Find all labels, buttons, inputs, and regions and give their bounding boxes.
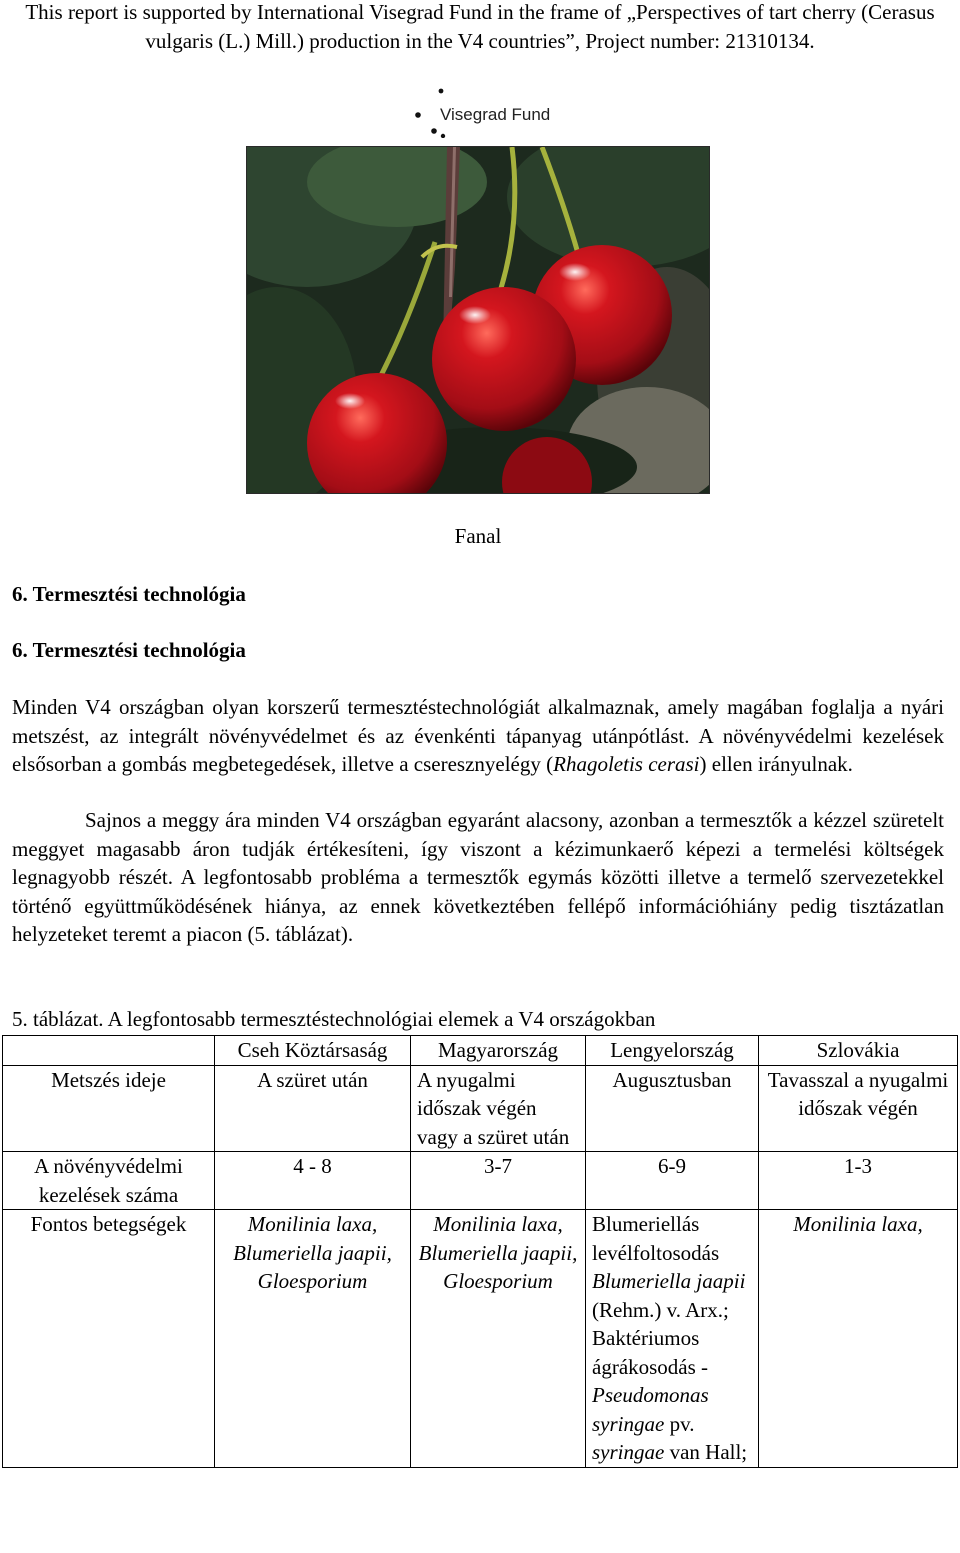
disease-text: Blumeriellás levélfoltosodás <box>592 1212 720 1265</box>
table-cell: A szüret után <box>215 1065 411 1152</box>
table-row <box>3 1065 958 1152</box>
table-cell: Tavasszal a nyugalmi időszak végén <box>759 1065 958 1152</box>
table-row <box>3 1210 958 1468</box>
table-cell <box>759 1210 958 1468</box>
disease-species: Blumeriella jaapii <box>592 1269 746 1293</box>
disease-list: Monilinia laxa, Blumeriella jaapii, Gloesporium <box>233 1212 392 1293</box>
table-title: 5. táblázat. A legfontosabb termesztéstechnológiai elemek a V4 országokban <box>12 1007 656 1031</box>
disease-species: Pseudomonas syringae <box>592 1383 709 1436</box>
logo-text: Visegrad Fund <box>440 105 551 124</box>
table-cell: 4 - 8 <box>215 1152 411 1210</box>
species-name: Rhagoletis cerasi <box>553 752 700 776</box>
table-cell: 6-9 <box>586 1152 759 1210</box>
disease-text: (Rehm.) v. Arx.; Baktériumos ágrákosodás - <box>592 1297 729 1379</box>
disease-list: Monilinia laxa, <box>793 1212 923 1236</box>
disease-list: Monilinia laxa, Blumeriella jaapii, Gloesporium <box>418 1212 578 1293</box>
table-header-cell: Cseh Köztársaság <box>215 1036 411 1066</box>
table-cell <box>411 1210 586 1468</box>
report-header: This report is supported by International Visegrad Fund in the frame of „Perspectives of tart cherry (Cerasus vulgaris (L.) Mill.) production in the V4 countries”, Project number: 21310134. <box>25 0 935 53</box>
table-row <box>3 1152 958 1210</box>
table-header-cell <box>3 1036 215 1066</box>
disease-text: van Hall; <box>664 1440 748 1464</box>
section-heading-repeat: 6. Termesztési technológia <box>12 638 246 662</box>
row-label: Fontos betegségek <box>3 1210 215 1468</box>
cherry-photo <box>246 146 710 494</box>
visegrad-fund-logo <box>410 86 560 138</box>
section-heading: 6. Termesztési technológia <box>12 582 246 606</box>
table-cell <box>586 1210 759 1468</box>
table-header-cell: Lengyelország <box>586 1036 759 1066</box>
table-header-cell: Szlovákia <box>759 1036 958 1066</box>
paragraph-2: Sajnos a meggy ára minden V4 országban egyaránt alacsony, azonban a termesztők a kézzel szüretelt meggyet magasabb áron tudják értékesíteni, így viszont a kézimunkaerő képezi a termelési költségek legnagyobb részét. A legfontosabb probléma a termesztők egymás közötti illetve a termelő szervezetekkel történő együttműködésének hiánya, az ennek következtében fellépő információhiány pedig tisztázatlan helyzeteket teremt a piacon (5. táblázat). <box>12 808 944 946</box>
row-label: A növényvédelmi kezelések száma <box>3 1152 215 1210</box>
table-cell <box>215 1210 411 1468</box>
paragraph-1-text-end: ) ellen irányulnak. <box>699 752 853 776</box>
paragraph-1 <box>12 693 944 779</box>
technology-table <box>2 1035 958 1468</box>
table-header-row <box>3 1036 958 1066</box>
photo-caption: Fanal <box>454 524 502 548</box>
paragraph-1-text: Minden V4 országban olyan korszerű termesztéstechnológiát alkalmaznak, amely magában foglalja a nyári metszést, az integrált növényvédelmet és az évenkénti tápanyag utánpótlást. A növényvédelmi kezelések elsősorban a gombás megbetegedések, illetve a cseresznyelégy ( <box>12 695 944 776</box>
table-cell: 3-7 <box>411 1152 586 1210</box>
row-label: Metszés ideje <box>3 1065 215 1152</box>
table-cell: Augusztusban <box>586 1065 759 1152</box>
disease-species: syringae <box>592 1440 665 1464</box>
table-cell: A nyugalmi időszak végén vagy a szüret után <box>411 1065 586 1152</box>
table-cell: 1-3 <box>759 1152 958 1210</box>
table-header-cell: Magyarország <box>411 1036 586 1066</box>
disease-text: pv. <box>664 1411 695 1436</box>
